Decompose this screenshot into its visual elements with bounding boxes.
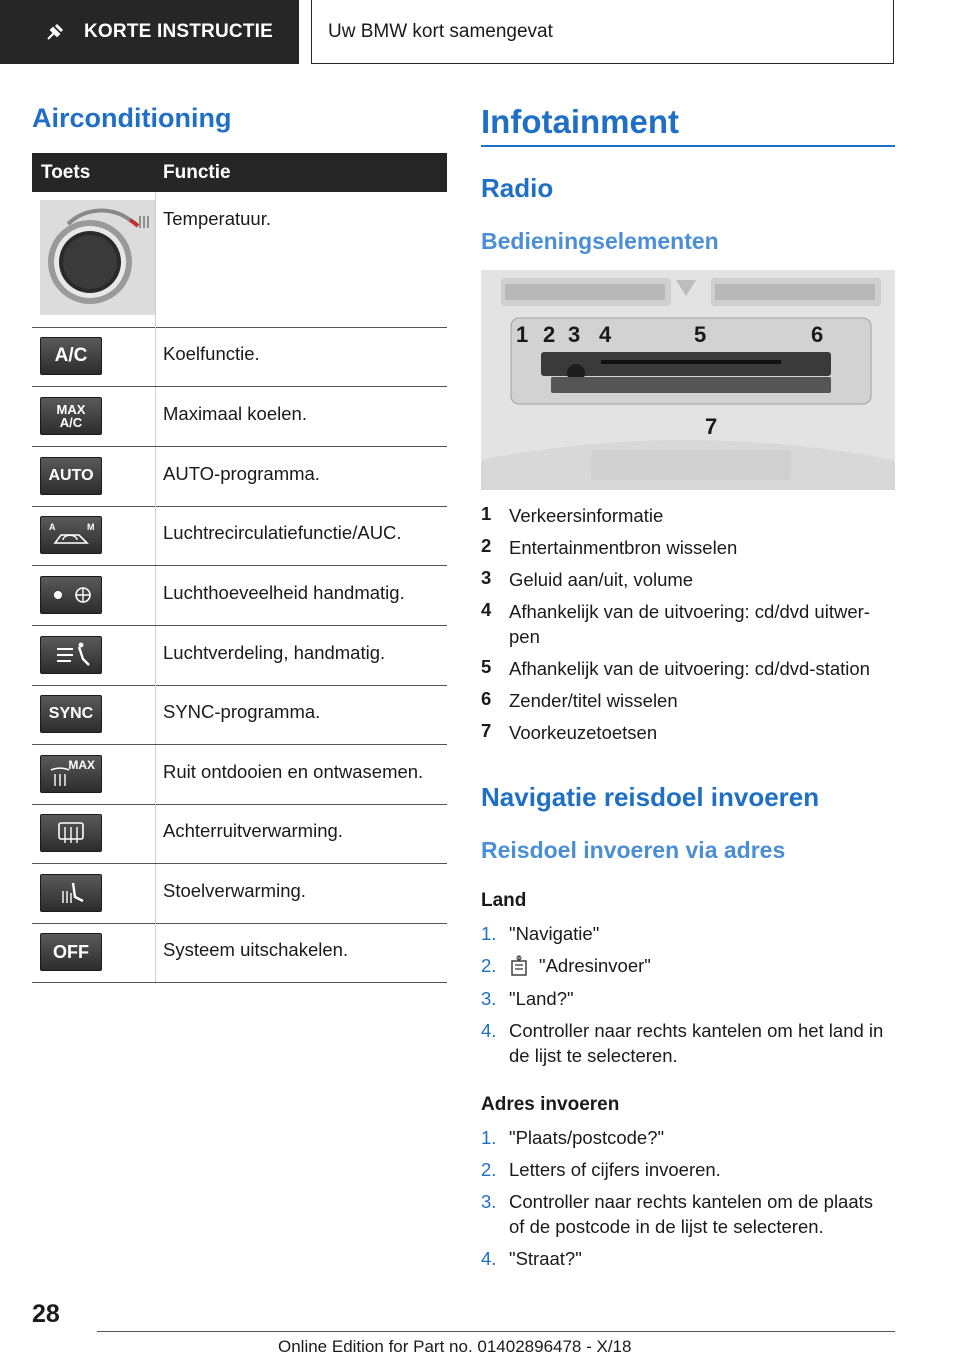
footer-edition: Online Edition for Part no. 01402896478 - X/18 [278,1337,632,1356]
table-row [32,804,447,864]
photo-label-1: 1 [516,322,529,347]
svg-text:A: A [49,522,56,532]
land-label: Land [481,890,527,911]
photo-label-4: 4 [599,322,612,347]
aircon-heading: Airconditioning [32,103,232,133]
table-row [32,685,447,745]
row-desc: SYNC-programma. [163,701,321,722]
heading-rule [481,145,895,147]
table-row [32,327,447,387]
recirculation-button-icon [40,516,102,554]
ac-button-icon: A/C [40,337,102,375]
row-desc: Koelfunctie. [163,343,260,364]
section-tab-label: KORTE INSTRUCTIE [84,21,273,42]
row-desc: Stoelverwarming. [163,880,306,901]
defrost-max-label: MAX [68,758,95,772]
air-distribution-button-icon [40,636,102,674]
off-button-icon: OFF [40,933,102,971]
defrost-max-button-icon [40,755,102,793]
table-row [32,626,447,686]
photo-label-7: 7 [705,414,718,439]
controls-subheading: Bedieningselementen [481,228,719,254]
row-desc: Luchtrecirculatiefunctie/AUC. [163,522,402,543]
photo-label-5: 5 [694,322,707,347]
footer-rule [97,1331,895,1332]
row-desc: Luchtverdeling, handmatig. [163,642,386,663]
adres-label: Adres invoeren [481,1094,620,1115]
table-row [32,566,447,626]
row-desc: Systeem uitschakelen. [163,939,349,960]
row-desc: AUTO-programma. [163,463,320,484]
table-row [32,745,447,805]
photo-label-3: 3 [568,322,581,347]
seat-heating-button-icon [40,874,102,912]
page-number: 28 [32,1300,60,1328]
infotainment-heading: Infotainment [481,103,679,140]
photo-label-2: 2 [543,322,556,347]
row-desc: Ruit ontdooien en ontwasemen. [163,761,424,782]
radio-heading: Radio [481,173,554,203]
photo-label-6: 6 [811,322,824,347]
row-desc: Luchthoeveelheid handmatig. [163,582,405,603]
rear-defrost-button-icon [40,814,102,852]
table-row [32,447,447,507]
table-row [32,192,447,328]
aircon-table-header [32,153,447,192]
row-desc: Temperatuur. [163,208,271,229]
svg-text:M: M [87,522,95,532]
table-row [32,864,447,924]
col-key-header: Toets [41,162,91,183]
section-tab [0,0,299,64]
auto-button-icon: AUTO [40,457,102,495]
radio-controls-photo [481,270,895,490]
row-desc: Achterruitverwarming. [163,820,343,841]
nav-heading: Navigatie reisdoel invoeren [481,782,820,812]
temperature-knob-icon [40,200,155,315]
max-ac-button-icon: MAX A/C [40,397,102,435]
row-desc: Maximaal koelen. [163,403,307,424]
table-row [32,387,447,447]
page-header-title: Uw BMW kort samengevat [328,20,553,42]
table-row [32,923,447,983]
sync-button-icon: SYNC [40,695,102,733]
table-row [32,506,447,566]
col-func-header: Functie [163,162,231,183]
nav-subheading: Reisdoel invoeren via adres [481,837,786,863]
fan-button-icon [40,576,102,614]
address-book-icon [509,955,529,977]
pin-icon [44,21,66,43]
page-header [311,0,894,64]
